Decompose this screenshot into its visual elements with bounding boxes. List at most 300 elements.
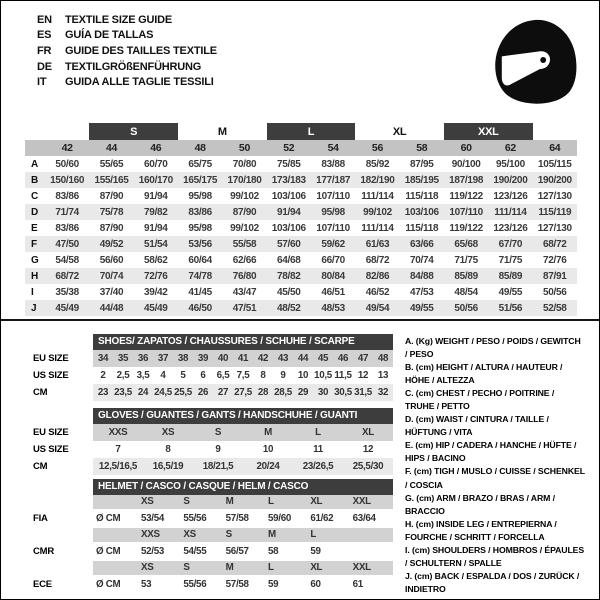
shoes-value: 23,5 — [114, 387, 132, 398]
helmet-value: 57/58 — [225, 513, 249, 524]
size-group-spacer — [25, 123, 89, 140]
measure-value: 46/51 — [321, 286, 345, 298]
measure-value: 91/94 — [277, 206, 301, 218]
guide-title: GUIDA ALLE TAGLIE TESSILI — [65, 76, 214, 89]
measure-value: 119/122 — [449, 222, 483, 234]
measure-value: 39/42 — [144, 286, 168, 298]
gloves-cells — [93, 441, 393, 458]
row-label-spacer — [25, 561, 93, 575]
helmet-value-cells — [93, 542, 393, 561]
shoes-value: 36 — [137, 353, 149, 364]
measure-value: 84/88 — [410, 270, 434, 282]
size-number: 46 — [150, 142, 162, 154]
measure-value: 45/50 — [277, 286, 301, 298]
gloves-row-us-size — [25, 441, 393, 458]
shoes-value: 45 — [317, 353, 329, 364]
measure-value: 95/98 — [321, 206, 345, 218]
language-row — [37, 74, 217, 90]
legend-item: I. (cm) SHOULDERS / HOMBROS / ÉPAULES / SCHULTERN / SPALLE — [405, 544, 585, 568]
shoes-value: 12 — [357, 370, 369, 381]
shoes-value: 40 — [217, 353, 229, 364]
measure-value: 60/70 — [144, 158, 168, 170]
measure-value: 83/88 — [321, 158, 345, 170]
measure-value: 182/190 — [360, 174, 395, 186]
row-label-spacer — [25, 495, 93, 509]
measure-value: 50/60 — [55, 158, 79, 170]
guide-title: TEXTILGRÖßENFÜHRUNG — [65, 60, 202, 73]
measure-value: 91/94 — [144, 190, 168, 202]
measure-value: 43/47 — [232, 286, 257, 298]
measure-value: 62/66 — [232, 254, 257, 266]
helmet-size-cells — [93, 495, 393, 509]
gloves-cells — [93, 424, 393, 441]
measure-value: 127/130 — [537, 190, 572, 202]
gloves-value: 18/21,5 — [202, 461, 234, 472]
size-number: 60 — [460, 142, 472, 154]
row-letter: B — [31, 174, 38, 186]
measure-row-g — [25, 252, 577, 268]
measure-value: 111/114 — [361, 222, 394, 234]
helmet-value: 57/58 — [225, 579, 249, 590]
measure-value: 87/90 — [99, 190, 124, 202]
row-label: US SIZE — [33, 370, 69, 381]
measure-value: 45/49 — [55, 302, 79, 314]
shoes-value: 32 — [377, 387, 389, 398]
helmet-value: 53 — [141, 579, 152, 590]
measure-value: 75/85 — [277, 158, 301, 170]
measure-value: 80/84 — [321, 270, 345, 282]
shoes-value: 6,5 — [216, 370, 230, 381]
helmet-size-label: XS — [183, 529, 196, 540]
shoes-value: 31,5 — [354, 387, 372, 398]
measure-value: 123/126 — [493, 190, 528, 202]
gloves-value: 20/24 — [256, 461, 280, 472]
measure-value: 60/64 — [188, 254, 212, 266]
measure-value: 190/200 — [537, 174, 572, 186]
measurement-legend — [405, 335, 585, 596]
measure-value: 37/40 — [99, 286, 124, 298]
measure-value: 99/102 — [230, 190, 259, 202]
row-letter: J — [31, 302, 37, 314]
measure-value: 103/106 — [271, 190, 306, 202]
measure-value: 187/198 — [449, 174, 484, 186]
measure-row-a — [25, 156, 577, 172]
measure-value: 65/68 — [454, 238, 478, 250]
helmet-size-label: S — [183, 562, 190, 573]
size-number: 58 — [416, 142, 428, 154]
row-label: CM — [33, 461, 48, 472]
measure-value: 87/95 — [410, 158, 434, 170]
gloves-value: 9 — [215, 444, 221, 455]
measure-value: 119/122 — [449, 190, 483, 202]
helmet-size-label: XXL — [352, 562, 371, 573]
shoes-value: 44 — [297, 353, 309, 364]
measure-value: 155/165 — [94, 174, 129, 186]
shoes-value: 9 — [280, 370, 286, 381]
gloves-value: 7 — [115, 444, 121, 455]
measure-value: 54/58 — [55, 254, 79, 266]
size-number: 50 — [238, 142, 251, 154]
measure-value: 123/126 — [493, 222, 528, 234]
helmet-value: 52/53 — [141, 546, 165, 557]
measure-value: 48/54 — [454, 286, 478, 298]
measure-value: 65/75 — [188, 158, 212, 170]
shoes-value: 13 — [377, 370, 389, 381]
measure-value: 71/74 — [55, 206, 79, 218]
helmet-size-label: XXL — [352, 496, 371, 507]
measure-value: 52/58 — [543, 302, 567, 314]
row-letter: H — [31, 270, 38, 282]
measure-value: 68/72 — [543, 238, 567, 250]
shoes-value: 29 — [297, 387, 309, 398]
measure-value: 103/106 — [404, 206, 439, 218]
shoes-value: 7,5 — [236, 370, 250, 381]
shoes-value: 24 — [137, 387, 149, 398]
size-number-row — [25, 140, 577, 156]
measure-value: 35/38 — [55, 286, 79, 298]
shoes-row-cm — [25, 384, 393, 401]
measure-row-f — [25, 236, 577, 252]
helmet-size-label: S — [183, 496, 190, 507]
helmet-value: 61/62 — [310, 513, 334, 524]
measure-value: 70/74 — [410, 254, 434, 266]
measure-value: 68/72 — [365, 254, 390, 266]
helmet-icon — [488, 14, 580, 106]
shoes-cells — [93, 350, 393, 367]
shoes-value: 10 — [297, 370, 309, 381]
measure-value: 49/54 — [365, 302, 390, 314]
measure-row-j — [25, 300, 577, 316]
textile-size-table — [25, 123, 577, 316]
measure-value: 44/48 — [99, 302, 124, 314]
size-number: 54 — [327, 142, 339, 154]
size-number: 48 — [194, 142, 206, 154]
measure-row-b — [25, 172, 577, 188]
legend-item: B. (cm) HEIGHT / ALTURA / HAUTEUR / HÖHE / ALTEZZA — [405, 362, 563, 386]
helmet-value: 59 — [267, 579, 279, 590]
row-letter: I — [31, 286, 34, 298]
helmet-value: 63/64 — [352, 513, 376, 524]
helmet-value-cells — [93, 575, 393, 594]
shoes-value: 3,5 — [136, 370, 150, 381]
guide-title: GUIDE DES TAILLES TEXTILE — [65, 44, 217, 57]
measure-value: 45/49 — [144, 302, 168, 314]
gloves-value: 11 — [313, 444, 323, 455]
size-group-s: S — [89, 123, 178, 140]
measure-value: 63/66 — [410, 238, 434, 250]
legend-item: A. (Kg) WEIGHT / PESO / POIDS / GEWITCH / PESO — [405, 336, 581, 360]
measure-value: 49/55 — [498, 286, 523, 298]
measure-value: 107/110 — [316, 190, 350, 202]
measure-value: 71/75 — [454, 254, 478, 266]
shoes-value: 35 — [117, 353, 129, 364]
measure-value: 47/51 — [232, 302, 257, 314]
size-number: 44 — [105, 142, 118, 154]
legend-item: F. (cm) TIGH / MUSLO / CUISSE / SCHENKEL / COSCIA — [405, 466, 585, 490]
helmet-value — [351, 542, 393, 561]
helmet-values-row-ece — [25, 575, 393, 594]
helmet-sizes-row — [25, 561, 393, 575]
measure-value: 53/56 — [188, 238, 212, 250]
size-number: 64 — [549, 142, 561, 154]
measure-value: 165/175 — [183, 174, 218, 186]
gloves-value: S — [214, 427, 222, 438]
measure-value: 70/74 — [99, 270, 124, 282]
gloves-value: 12,5/16,5 — [98, 461, 138, 472]
row-label-spacer — [25, 528, 93, 542]
measure-value: 190/200 — [493, 174, 528, 186]
measure-value: 107/110 — [316, 222, 350, 234]
measure-value: 51/56 — [498, 302, 523, 314]
gloves-table-title: GLOVES / GUANTES / GANTS / HANDSCHUHE / GUANTI — [93, 408, 393, 424]
shoes-value: 41 — [237, 353, 249, 364]
helmet-size-label: XXS — [141, 529, 160, 540]
shoes-value: 27 — [217, 387, 229, 398]
measure-value: 85/89 — [454, 270, 478, 282]
size-group-row — [25, 123, 577, 140]
helmet-size-label: M — [267, 529, 276, 540]
measure-value: 55/58 — [232, 238, 257, 250]
measure-value: 78/82 — [277, 270, 301, 282]
helmet-size-label: M — [225, 562, 234, 573]
shoes-row-us-size — [25, 367, 393, 384]
measure-row-i — [25, 284, 577, 300]
helmet-size-label: XL — [310, 496, 323, 507]
measure-value: 127/130 — [537, 222, 572, 234]
gloves-value: 23/26,5 — [302, 461, 334, 472]
guide-title: TEXTILE SIZE GUIDE — [65, 13, 173, 26]
helmet-size-label: L — [267, 496, 274, 507]
measure-value: 87/90 — [232, 206, 257, 218]
legend-item: J. (cm) BACK / ESPALDA / DOS / ZURÜCK / INDIETRO — [405, 570, 580, 594]
row-letter: F — [31, 238, 37, 250]
measure-value: 47/53 — [410, 286, 434, 298]
legend-item: H. (cm) INSIDE LEG / ENTREPIERNA / FOURCHE / SCHRITT / FORCELLA — [405, 518, 557, 542]
measure-value: 177/187 — [316, 174, 351, 186]
shoes-value: 2,5 — [116, 370, 130, 381]
helmet-value: 55/56 — [183, 513, 207, 524]
measure-value: 115/118 — [405, 222, 439, 234]
helmet-value: 56/57 — [225, 546, 249, 557]
shoes-value: 39 — [197, 353, 209, 364]
shoes-value: 37 — [157, 353, 169, 364]
measure-value: 99/102 — [363, 206, 392, 218]
measure-value: 91/94 — [144, 222, 168, 234]
gloves-value: 25,5/30 — [352, 461, 384, 472]
gloves-value: XL — [362, 427, 374, 438]
helmet-value: 53/54 — [141, 513, 165, 524]
language-code: DE — [37, 60, 52, 73]
diameter-label: Ø CM — [96, 579, 121, 590]
helmet-size-cells — [93, 528, 393, 542]
row-letter: D — [31, 206, 38, 218]
helmet-value: 58 — [267, 546, 279, 557]
measure-value: 72/76 — [144, 270, 168, 282]
shoes-value: 26 — [197, 387, 209, 398]
shoes-value: 5 — [180, 370, 186, 381]
measure-value: 49/55 — [410, 302, 434, 314]
shoes-value: 47 — [357, 353, 369, 364]
measure-value: 49/52 — [99, 238, 124, 250]
row-label: CM — [33, 387, 48, 398]
measure-value: 107/110 — [449, 206, 483, 218]
measure-value: 75/78 — [99, 206, 124, 218]
gloves-value: 12 — [362, 444, 374, 455]
gloves-row-cm — [25, 458, 393, 475]
measure-value: 57/60 — [277, 238, 301, 250]
section-divider — [1, 319, 600, 321]
shoes-value: 30,5 — [334, 387, 352, 398]
helmet-table-title: HELMET / CASCO / CASQUE / HELM / CASCO — [93, 479, 393, 495]
row-letter: G — [31, 254, 39, 266]
measure-value: 105/115 — [538, 158, 572, 170]
shoes-row-eu-size — [25, 350, 393, 367]
measure-value: 68/72 — [55, 270, 79, 282]
measure-value: 150/160 — [50, 174, 85, 186]
measure-value: 67/70 — [498, 238, 523, 250]
gloves-value: XXS — [108, 427, 128, 438]
size-group-xxl: XXL — [444, 123, 533, 140]
gloves-value: 10 — [262, 444, 274, 455]
row-label: US SIZE — [33, 444, 69, 455]
diameter-label: Ø CM — [96, 546, 121, 557]
measure-value: 48/53 — [321, 302, 345, 314]
measure-value: 115/118 — [405, 190, 439, 202]
measure-value: 56/60 — [99, 254, 124, 266]
measure-value: 51/54 — [144, 238, 168, 250]
measure-row-h — [25, 268, 577, 284]
shoes-value: 27,5 — [234, 387, 252, 398]
helmet-value: 61 — [352, 579, 363, 590]
row-letter: A — [31, 158, 38, 170]
measure-value: 85/89 — [498, 270, 523, 282]
shoes-value: 6 — [200, 370, 206, 381]
letter-col-spacer — [25, 140, 45, 156]
measure-value: 170/180 — [227, 174, 262, 186]
helmet-value-cells — [93, 509, 393, 528]
gloves-value: 8 — [165, 444, 171, 455]
measure-value: 111/114 — [494, 206, 527, 218]
shoes-value: 28,5 — [274, 387, 292, 398]
measure-value: 47/50 — [55, 238, 79, 250]
gloves-value: L — [315, 427, 321, 438]
size-number: 56 — [371, 142, 383, 154]
measure-value: 111/114 — [361, 190, 394, 202]
diameter-col-spacer — [93, 561, 139, 575]
measure-value: 71/75 — [498, 254, 523, 266]
language-code: FR — [37, 44, 52, 57]
shoes-value: 34 — [97, 353, 109, 364]
measure-value: 59/62 — [321, 238, 345, 250]
diameter-col-spacer — [93, 495, 139, 509]
measure-value: 83/86 — [55, 222, 79, 234]
helmet-value: 60 — [310, 579, 321, 590]
helmet-size-label: L — [310, 529, 316, 540]
diameter-label: Ø CM — [96, 513, 121, 524]
shoes-value: 11,5 — [334, 370, 352, 381]
measure-value: 41/45 — [188, 286, 212, 298]
measure-row-c — [25, 188, 577, 204]
measure-row-e — [25, 220, 577, 236]
measure-row-d — [25, 204, 577, 220]
measure-value: 66/70 — [321, 254, 345, 266]
measure-value: 61/63 — [365, 238, 390, 250]
measure-value: 72/76 — [543, 254, 567, 266]
legend-item: C. (cm) CHEST / PECHO / POITRINE / TRUHE / PETTO — [405, 388, 555, 412]
measure-value: 83/86 — [188, 206, 212, 218]
language-row — [37, 43, 217, 59]
measure-value: 87/91 — [543, 270, 567, 282]
row-letter: E — [31, 222, 38, 234]
shoes-value: 30 — [317, 387, 329, 398]
shoes-value: 42 — [257, 353, 269, 364]
measure-value: 99/102 — [230, 222, 259, 234]
measure-value: 64/68 — [277, 254, 301, 266]
measure-value: 50/56 — [543, 286, 567, 298]
measure-value: 70/80 — [232, 158, 257, 170]
standard-label: FIA — [33, 513, 48, 524]
helmet-value: 55/56 — [183, 579, 207, 590]
helmet-size-label: S — [225, 529, 232, 540]
shoes-value: 25,5 — [174, 387, 192, 398]
accessory-tables — [25, 331, 393, 594]
shoes-value: 10,5 — [314, 370, 332, 381]
shoes-value: 8 — [260, 370, 266, 381]
helmet-value: 54/55 — [183, 546, 207, 557]
helmet-size-label: XL — [310, 562, 323, 573]
measure-value: 46/50 — [188, 302, 212, 314]
legend-item: D. (cm) WAIST / CINTURA / TAILLE / HÜFTUNG / VITA — [405, 414, 549, 438]
size-group-spacer — [533, 123, 577, 140]
helmet-sizes-row — [25, 495, 393, 509]
measure-value: 185/195 — [404, 174, 439, 186]
measure-value: 50/56 — [454, 302, 478, 314]
helmet-size-label — [351, 528, 393, 542]
shoes-cells — [93, 367, 393, 384]
language-row — [37, 59, 217, 75]
helmet-value: 59 — [310, 546, 321, 557]
measure-value: 76/80 — [232, 270, 257, 282]
shoes-value: 23 — [97, 387, 109, 398]
measure-value: 55/65 — [99, 158, 124, 170]
shoes-value: 43 — [277, 353, 289, 364]
guide-title: GUÍA DE TALLAS — [65, 29, 154, 42]
diameter-col-spacer — [93, 528, 139, 542]
shoes-cells — [93, 384, 393, 401]
shoes-value: 38 — [177, 353, 189, 364]
measure-value: 115/119 — [538, 206, 572, 218]
language-title-list — [37, 12, 217, 90]
size-number: 52 — [283, 142, 295, 154]
legend-item: G. (cm) ARM / BRAZO / BRAS / ARM / BRACCIO — [405, 492, 555, 516]
measure-value: 103/106 — [271, 222, 306, 234]
language-code: IT — [37, 76, 47, 89]
size-group-m: M — [217, 125, 227, 138]
gloves-size-table — [25, 408, 393, 475]
gloves-value: XS — [161, 427, 175, 438]
shoes-value: 28 — [257, 387, 269, 398]
helmet-size-label: XS — [141, 562, 154, 573]
shoes-value: 46 — [337, 353, 349, 364]
gloves-value: 16,5/19 — [152, 461, 184, 472]
measure-value: 46/52 — [365, 286, 390, 298]
shoes-value: 2 — [100, 370, 106, 381]
shoes-value: 4 — [160, 370, 166, 381]
measure-value: 95/98 — [188, 190, 212, 202]
measure-value: 82/86 — [365, 270, 390, 282]
standard-label: CMR — [33, 546, 55, 557]
measure-value: 58/62 — [144, 254, 168, 266]
